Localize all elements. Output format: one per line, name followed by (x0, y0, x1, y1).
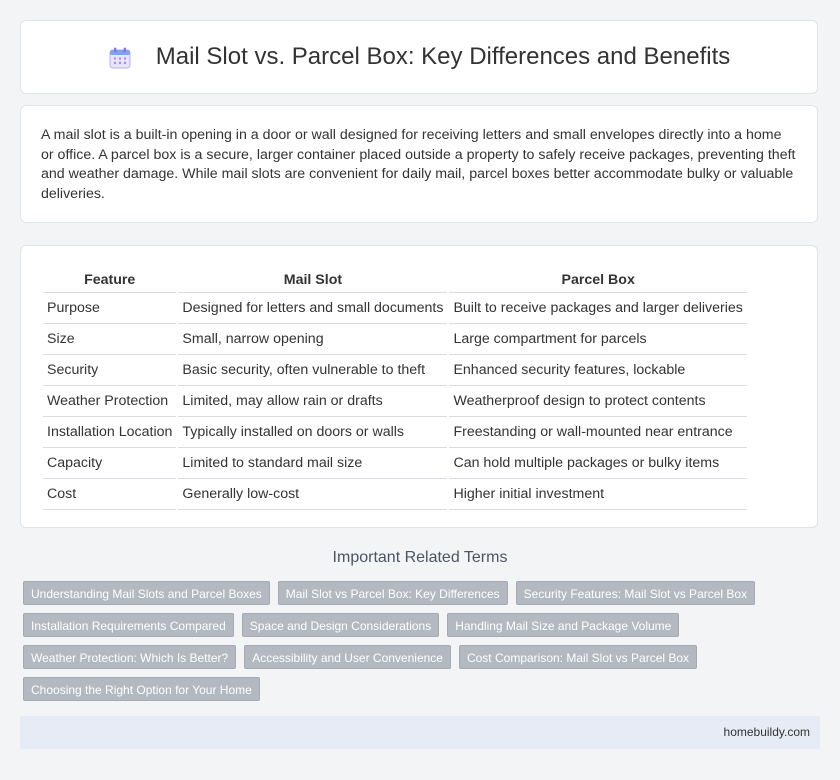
table-cell: Basic security, often vulnerable to theft (178, 355, 447, 386)
table-cell: Weather Protection (43, 386, 176, 417)
related-term-tag[interactable]: Accessibility and User Convenience (244, 645, 451, 669)
table-cell: Designed for letters and small documents (178, 293, 447, 324)
related-terms-list (23, 581, 803, 701)
comparison-table-card (20, 245, 818, 528)
column-header-feature: Feature (43, 266, 176, 293)
related-term-tag[interactable]: Understanding Mail Slots and Parcel Boxes (23, 581, 270, 605)
calendar-icon (108, 46, 132, 70)
table-cell: Cost (43, 479, 176, 510)
table-cell: Built to receive packages and larger deliveries (449, 293, 746, 324)
table-cell: Limited to standard mail size (178, 448, 447, 479)
table-cell: Freestanding or wall-mounted near entrance (449, 417, 746, 448)
intro-card (20, 105, 818, 223)
table-header-row (43, 266, 747, 293)
table-cell: Higher initial investment (449, 479, 746, 510)
table-cell: Security (43, 355, 176, 386)
intro-paragraph: A mail slot is a built-in opening in a door or wall designed for receiving letters and small envelopes directly into a home or office. A parcel box is a secure, larger container placed outside a property to safely receive packages, preventing theft and weather damage. While mail slots are convenient for daily mail, parcel boxes better accommodate bulky or valuable deliveries. (41, 127, 796, 202)
table-cell: Size (43, 324, 176, 355)
footer (20, 716, 820, 749)
table-cell: Purpose (43, 293, 176, 324)
footer-site-link[interactable]: homebuildy.com (723, 725, 810, 739)
table-cell: Generally low-cost (178, 479, 447, 510)
comparison-table (41, 266, 749, 510)
related-term-tag[interactable]: Handling Mail Size and Package Volume (447, 613, 679, 637)
page-title: Mail Slot vs. Parcel Box: Key Differences and Benefits (155, 43, 731, 70)
related-term-tag[interactable]: Weather Protection: Which Is Better? (23, 645, 236, 669)
table-row (43, 324, 747, 355)
related-term-tag[interactable]: Cost Comparison: Mail Slot vs Parcel Box (459, 645, 697, 669)
table-cell: Small, narrow opening (178, 324, 447, 355)
table-cell: Limited, may allow rain or drafts (178, 386, 447, 417)
table-cell: Can hold multiple packages or bulky items (449, 448, 746, 479)
related-term-tag[interactable]: Security Features: Mail Slot vs Parcel Box (516, 581, 755, 605)
related-term-tag[interactable]: Installation Requirements Compared (23, 613, 234, 637)
table-cell: Typically installed on doors or walls (178, 417, 447, 448)
related-terms-heading: Important Related Terms (332, 549, 508, 566)
title-card (20, 20, 818, 94)
table-row (43, 293, 747, 324)
table-cell: Enhanced security features, lockable (449, 355, 746, 386)
table-cell: Large compartment for parcels (449, 324, 746, 355)
table-cell: Weatherproof design to protect contents (449, 386, 746, 417)
related-term-tag[interactable]: Space and Design Considerations (242, 613, 439, 637)
column-header-mail-slot: Mail Slot (178, 266, 447, 293)
table-cell: Capacity (43, 448, 176, 479)
table-cell: Installation Location (43, 417, 176, 448)
related-term-tag[interactable]: Mail Slot vs Parcel Box: Key Differences (278, 581, 508, 605)
table-row (43, 355, 747, 386)
table-row (43, 448, 747, 479)
table-row (43, 479, 747, 510)
table-row (43, 386, 747, 417)
related-term-tag[interactable]: Choosing the Right Option for Your Home (23, 677, 260, 701)
column-header-parcel-box: Parcel Box (449, 266, 746, 293)
table-row (43, 417, 747, 448)
